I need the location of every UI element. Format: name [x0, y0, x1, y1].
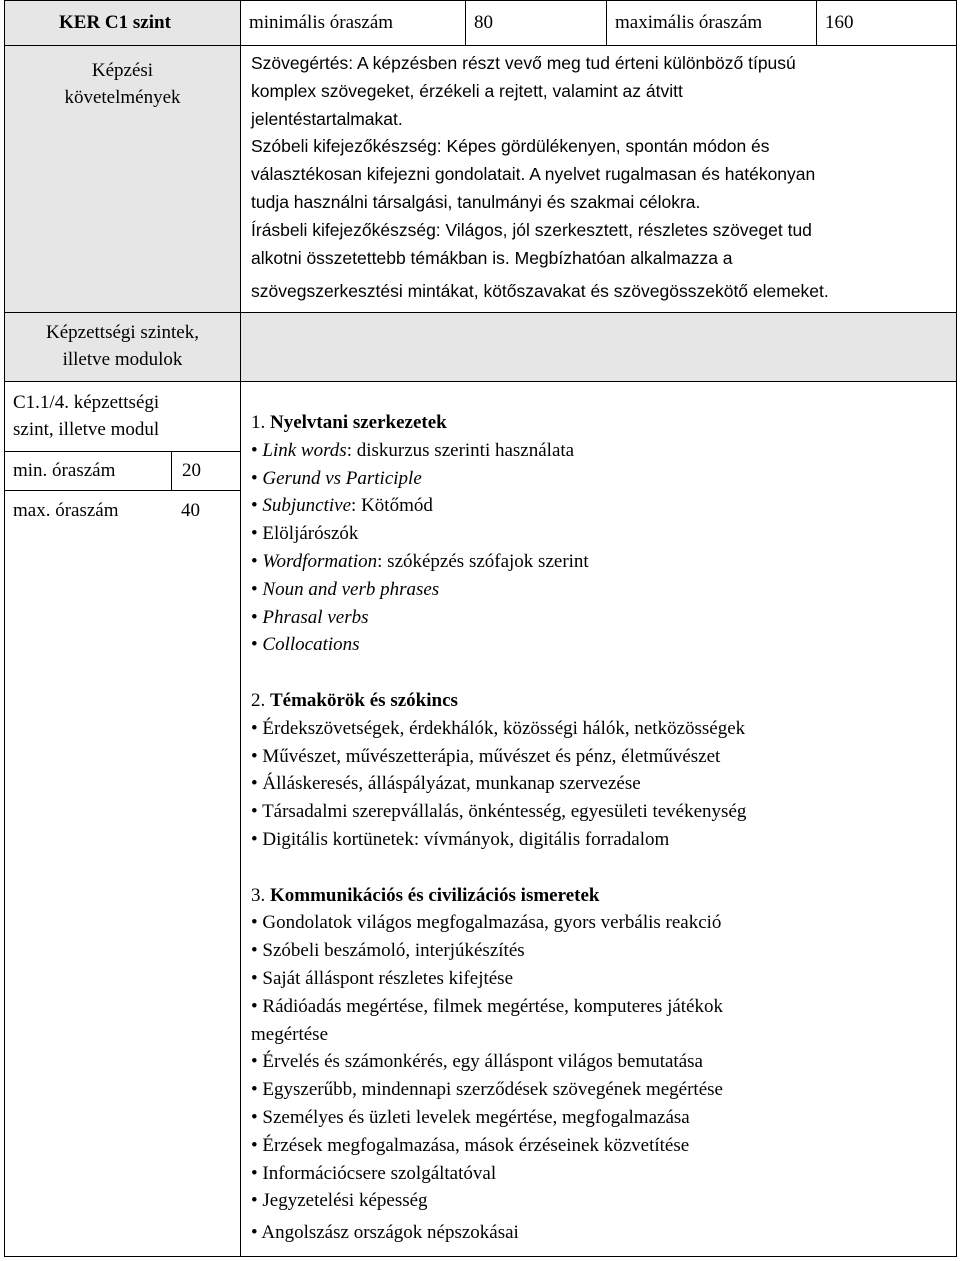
list-item [251, 576, 956, 604]
max-hours-label-cell [606, 0, 817, 46]
list-item-text: : Kötőmód [351, 495, 433, 517]
list-item: • Egyszerűbb, mindennapi szerződések szövegének megértése [251, 1076, 956, 1104]
min-hours-label: minimális óraszám [249, 12, 394, 33]
level-title: KER C1 szint [59, 12, 171, 33]
list-item-italic: Wordformation [262, 550, 378, 572]
min-hours-value: 80 [474, 12, 493, 33]
list-item: • Művészet, művészetterápia, művészet és pénz, életművészet [251, 743, 956, 771]
list-item-continuation: megértése [251, 1023, 329, 1045]
list-item [251, 604, 956, 632]
list-item-italic: Link words [262, 439, 347, 461]
list-item-italic: Phrasal verbs [262, 606, 369, 628]
requirements-label-line1: Képzési [91, 60, 154, 81]
list-item: • Rádióadás megértése, filmek megértése, komputeres játékok [251, 993, 956, 1021]
list-item: • Információcsere szolgáltatóval [251, 1160, 956, 1188]
list-item: • Álláskeresés, álláspályázat, munkanap szervezése [251, 770, 956, 798]
max-hours-value-cell [816, 0, 957, 46]
module-min-value-cell [171, 451, 241, 491]
section-heading: Nyelvtani szerkezetek [270, 412, 447, 433]
levels-label-line1: Képzettségi szintek, [45, 322, 199, 343]
requirements-line: jelentéstartalmakat. [251, 108, 403, 129]
module-content-cell [240, 381, 957, 1257]
list-item: • Társadalmi szerepvállalás, önkéntesség, egyesületi tevékenység [251, 798, 956, 826]
module-label-line1: C1.1/4. képzettségi [13, 392, 160, 413]
requirements-line: Szövegértés: A képzésben részt vevő meg tud érteni különböző típusú [251, 53, 796, 73]
max-hours-value: 160 [825, 12, 854, 33]
min-hours-value-cell [465, 0, 607, 46]
section-heading: Kommunikációs és civilizációs ismeretek [270, 884, 600, 906]
list-item: • Személyes és üzleti levelek megértése, megfogalmazása [251, 1104, 956, 1132]
list-item [251, 548, 956, 576]
requirements-line: Szóbeli kifejezőkészség: Képes gördülékenyen, spontán módon és [251, 136, 770, 157]
module-max-label: max. óraszám [13, 500, 119, 521]
section-title [251, 409, 956, 437]
list-item-italic: Collocations [262, 634, 360, 656]
module-max-value-cell [171, 490, 241, 1257]
list-item: • Szóbeli beszámoló, interjúkészítés [251, 937, 956, 965]
section-heading: Témakörök és szókincs [270, 689, 458, 711]
module-content [241, 382, 956, 1247]
list-item: • Érdekszövetségek, érdekhálók, közösségi hálók, netközösségek [251, 715, 956, 743]
section-number: 1. [251, 412, 266, 433]
levels-content-cell [240, 312, 957, 382]
requirements-line: szövegszerkesztési mintákat, kötőszavakat és szövegösszekötő elemeket. [251, 281, 829, 302]
requirements-label-line2: követelmények [64, 87, 181, 108]
module-max-value: 40 [181, 500, 200, 521]
requirements-line: tudja használni társalgási, tanulmányi és szakmai célokra. [251, 191, 701, 212]
module-table [4, 0, 957, 1257]
list-item [251, 437, 956, 465]
list-item [251, 492, 956, 520]
list-item-italic: Subjunctive [262, 495, 352, 517]
section-title [251, 882, 956, 910]
list-item-italic: Noun and verb phrases [262, 578, 440, 600]
requirements-line: választékosan kifejezni gondolatait. A nyelvet rugalmasan és hatékonyan [251, 164, 816, 185]
module-min-value: 20 [182, 460, 201, 481]
list-item-italic: Gerund vs Participle [262, 467, 422, 489]
list-item [251, 520, 956, 548]
requirements-label-cell [4, 45, 241, 313]
list-item-text: : diskurzus szerinti használata [346, 439, 575, 461]
list-item: • Digitális kortünetek: vívmányok, digitális forradalom [251, 826, 956, 854]
requirements-line: alkotni összetettebb témákban is. Megbízhatóan alkalmazza a [251, 247, 733, 268]
list-item-text: Elöljárószók [262, 523, 359, 545]
levels-label-cell [4, 312, 241, 382]
level-title-cell [4, 0, 241, 46]
requirements-line: Írásbeli kifejezőkészség: Világos, jól szerkesztett, részletes szöveget tud [251, 219, 812, 240]
module-label-cell [4, 381, 241, 452]
max-hours-label: maximális óraszám [615, 12, 763, 33]
list-item: • Gondolatok világos megfogalmazása, gyors verbális reakció [251, 909, 956, 937]
requirements-line: komplex szövegeket, érzékeli a rejtett, valamint az átvitt [251, 80, 683, 101]
requirements-text-cell [240, 45, 957, 313]
section-number: 2. [251, 689, 266, 711]
module-min-label: min. óraszám [13, 460, 116, 481]
list-item [251, 465, 956, 493]
module-max-label-cell [4, 490, 172, 1257]
section-number: 3. [251, 884, 266, 906]
list-item: • Angolszász országok népszokásai [251, 1219, 956, 1247]
list-item: • Érzések megfogalmazása, mások érzéseinek közvetítése [251, 1132, 956, 1160]
list-item-text: : szóképzés szófajok szerint [377, 550, 589, 572]
levels-label-line2: illetve modulok [62, 349, 183, 370]
module-min-label-cell [4, 451, 172, 491]
section-title [251, 687, 956, 715]
module-label-line2: szint, illetve modul [13, 419, 160, 440]
list-item: • Jegyzetelési képesség [251, 1187, 956, 1215]
list-item: • Saját álláspont részletes kifejtése [251, 965, 956, 993]
requirements-text [241, 46, 956, 306]
list-item [251, 631, 956, 659]
list-item: • Érvelés és számonkérés, egy álláspont világos bemutatása [251, 1048, 956, 1076]
min-hours-label-cell [240, 0, 466, 46]
